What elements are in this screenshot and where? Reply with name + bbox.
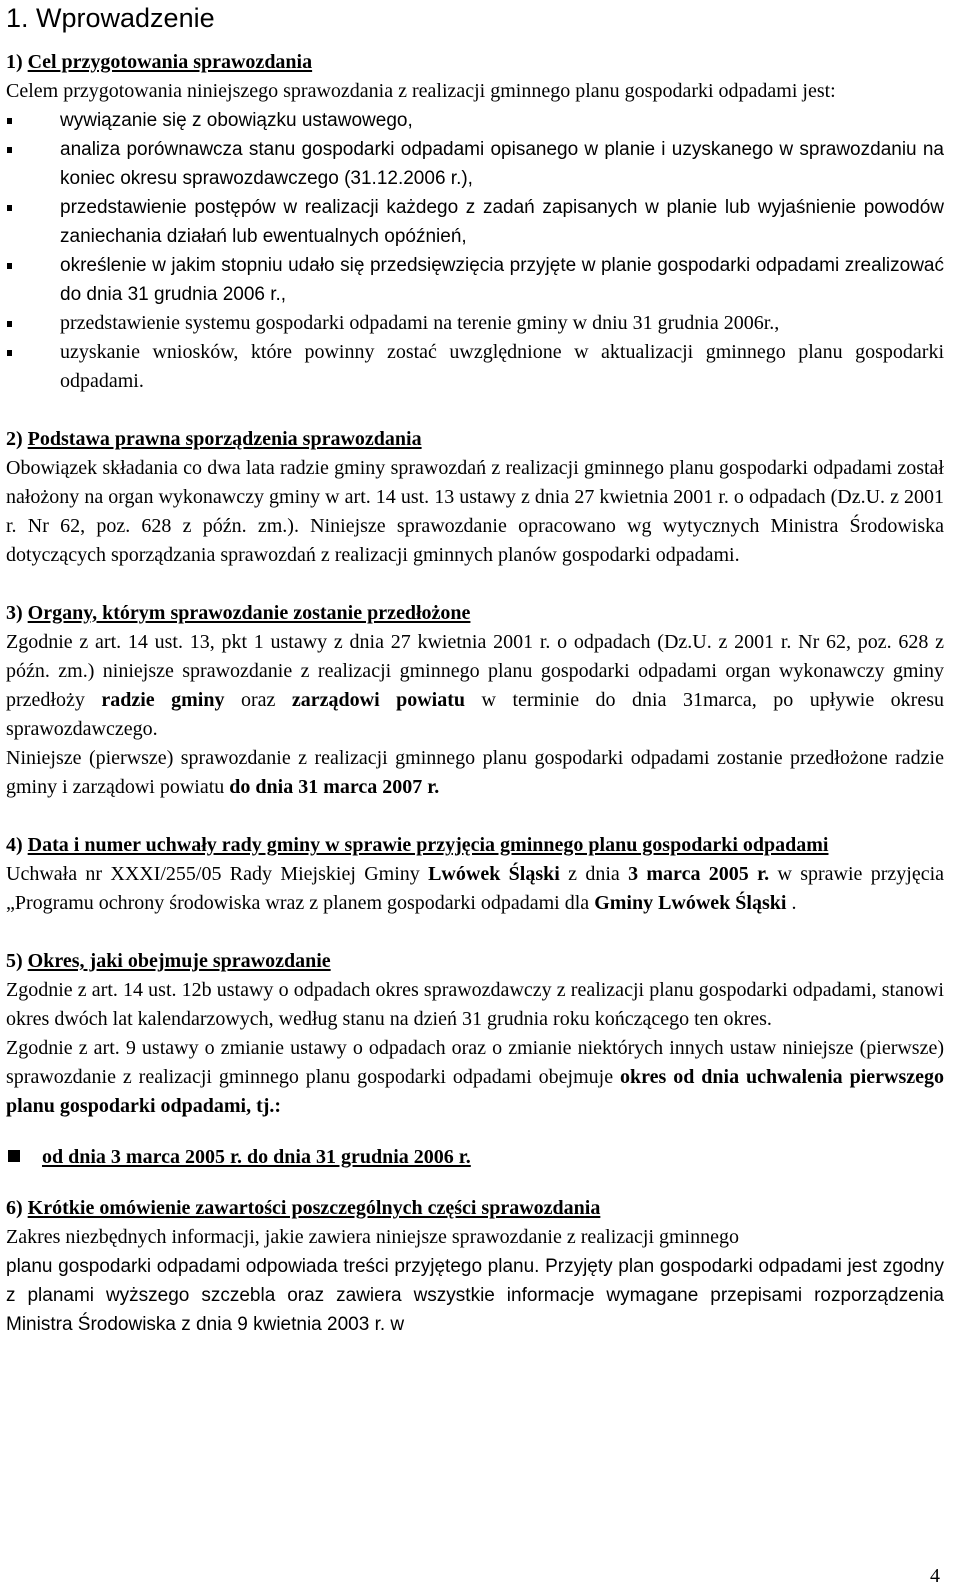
bullet-icon (7, 147, 12, 153)
page-number: 4 (930, 1565, 940, 1587)
section-4-heading (6, 831, 944, 860)
list-item: wywiązanie się z obowiązku ustawowego, (6, 106, 944, 135)
list-item: przedstawienie systemu gospodarki odpadami na terenie gminy w dniu 31 grudnia 2006r., (6, 309, 944, 338)
section-1-intro: Celem przygotowania niniejszego sprawozdania z realizacji gminnego planu gospodarki odpadami jest: (6, 80, 836, 102)
section-3-heading (6, 599, 944, 628)
section-3-paragraph-1: Zgodnie z art. 14 ust. 13, pkt 1 ustawy z dnia 27 kwietnia 2001 r. o odpadach (Dz.U. z 2001 r. Nr 62, poz. 628 z późn. zm.) niniejsze sprawozdanie z realizacji gminnego planu gospodarki odpadami organ wykonawczy gminy przedłoży radzie gminy oraz zarządowi powiatu w terminie do dnia 31marca, po upływie okresu sprawozdawczego. (6, 631, 945, 740)
section-number: 4) (6, 834, 23, 856)
section-4-text: Uchwała nr XXXI/255/05 Rady Miejskiej Gminy Lwówek Śląski z dnia 3 marca 2005 r. w sprawie przyjęcia „Programu ochrony środowiska wraz z planem gospodarki odpadami dla Gminy Lwówek Śląski . (6, 863, 945, 914)
square-bullet-icon (8, 1150, 20, 1162)
section-6-heading (6, 1194, 944, 1223)
section-number: 3) (6, 602, 23, 624)
bullet-icon (7, 118, 12, 124)
bullet-icon (7, 263, 12, 269)
section-number: 6) (6, 1197, 23, 1219)
section-6-text: planu gospodarki odpadami odpowiada treści przyjętego planu. Przyjęty plan gospodarki odpadami jest zgodny z planami wyższego szczebla oraz zawiera wszystkie informacje wymagane przepisami rozporządzenia Ministra Środowiska z dnia 9 kwietnia 2003 r. w (6, 1256, 944, 1335)
section-1-heading (6, 48, 944, 77)
list-item: analiza porównawcza stanu gospodarki odpadami opisanego w planie i uzyskanego w sprawozdaniu na koniec okresu sprawozdawczego (31.12.2006 r.), (6, 135, 944, 193)
section-title: Cel przygotowania sprawozdania (27, 51, 313, 73)
reporting-period: od dnia 3 marca 2005 r. do dnia 31 grudnia 2006 r. (6, 1143, 944, 1172)
bullet-icon (7, 205, 12, 211)
list-item: uzyskanie wniosków, które powinny zostać uwzględnione w aktualizacji gminnego planu gospodarki odpadami. (6, 338, 944, 396)
document-title: 1. Wprowadzenie (6, 3, 215, 33)
section-3-paragraph-2: Niniejsze (pierwsze) sprawozdanie z realizacji gminnego planu gospodarki odpadami zostanie przedłożone radzie gminy i zarządowi powiatu do dnia 31 marca 2007 r. (6, 747, 944, 798)
section-title: Krótkie omówienie zawartości poszczególnych części sprawozdania (27, 1197, 601, 1219)
bullet-icon (7, 350, 12, 356)
section-title: Okres, jaki obejmuje sprawozdanie (27, 950, 331, 972)
list-item: przedstawienie postępów w realizacji każdego z zadań zapisanych w planie lub wyjaśnienie powodów zaniechania działań lub ewentualnych opóźnień, (6, 193, 944, 251)
section-2-text: Obowiązek składania co dwa lata radzie gminy sprawozdań z realizacji gminnego planu gospodarki odpadami został nałożony na organ wykonawczy gminy w art. 14 ust. 13 ustawy z dnia 27 kwietnia 2001 r. o odpadach (Dz.U. z 2001 r. Nr 62, poz. 628 z późn. zm.). Niniejsze sprawozdanie opracowano wg wytycznych Ministra Środowiska dotyczących sporządzania sprawozdań z realizacji gminnych planów gospodarki odpadami. (6, 457, 944, 566)
section-5-paragraph-1: Zgodnie z art. 14 ust. 12b ustawy o odpadach okres sprawozdawczy z realizacji planu gospodarki odpadami, stanowi okres dwóch lat kalendarzowych, według stanu na dzień 31 grudnia roku kończącego ten okres. (6, 979, 944, 1030)
section-number: 2) (6, 428, 23, 450)
section-5-heading (6, 947, 944, 976)
section-title: Organy, którym sprawozdanie zostanie przedłożone (27, 602, 471, 624)
section-5-paragraph-2: Zgodnie z art. 9 ustawy o zmianie ustawy o odpadach oraz o zmianie niektórych innych ustaw niniejsze (pierwsze) sprawozdanie z realizacji gminnego planu gospodarki odpadami obejmuje okres od dnia uchwalenia pierwszego planu gospodarki odpadami, tj.: (6, 1037, 944, 1117)
section-title: Data i numer uchwały rady gminy w sprawie przyjęcia gminnego planu gospodarki odpadami (27, 834, 829, 856)
section-6-line-1: Zakres niezbędnych informacji, jakie zawiera niniejsze sprawozdanie z realizacji gminnego (6, 1226, 739, 1248)
section-title: Podstawa prawna sporządzenia sprawozdania (27, 428, 422, 450)
section-number: 1) (6, 51, 23, 73)
bullet-icon (7, 321, 12, 327)
section-number: 5) (6, 950, 23, 972)
section-1-bullet-list (6, 106, 944, 396)
section-2-heading (6, 425, 944, 454)
list-item: określenie w jakim stopniu udało się przedsięwzięcia przyjęte w planie gospodarki odpadami zrealizować do dnia 31 grudnia 2006 r., (6, 251, 944, 309)
